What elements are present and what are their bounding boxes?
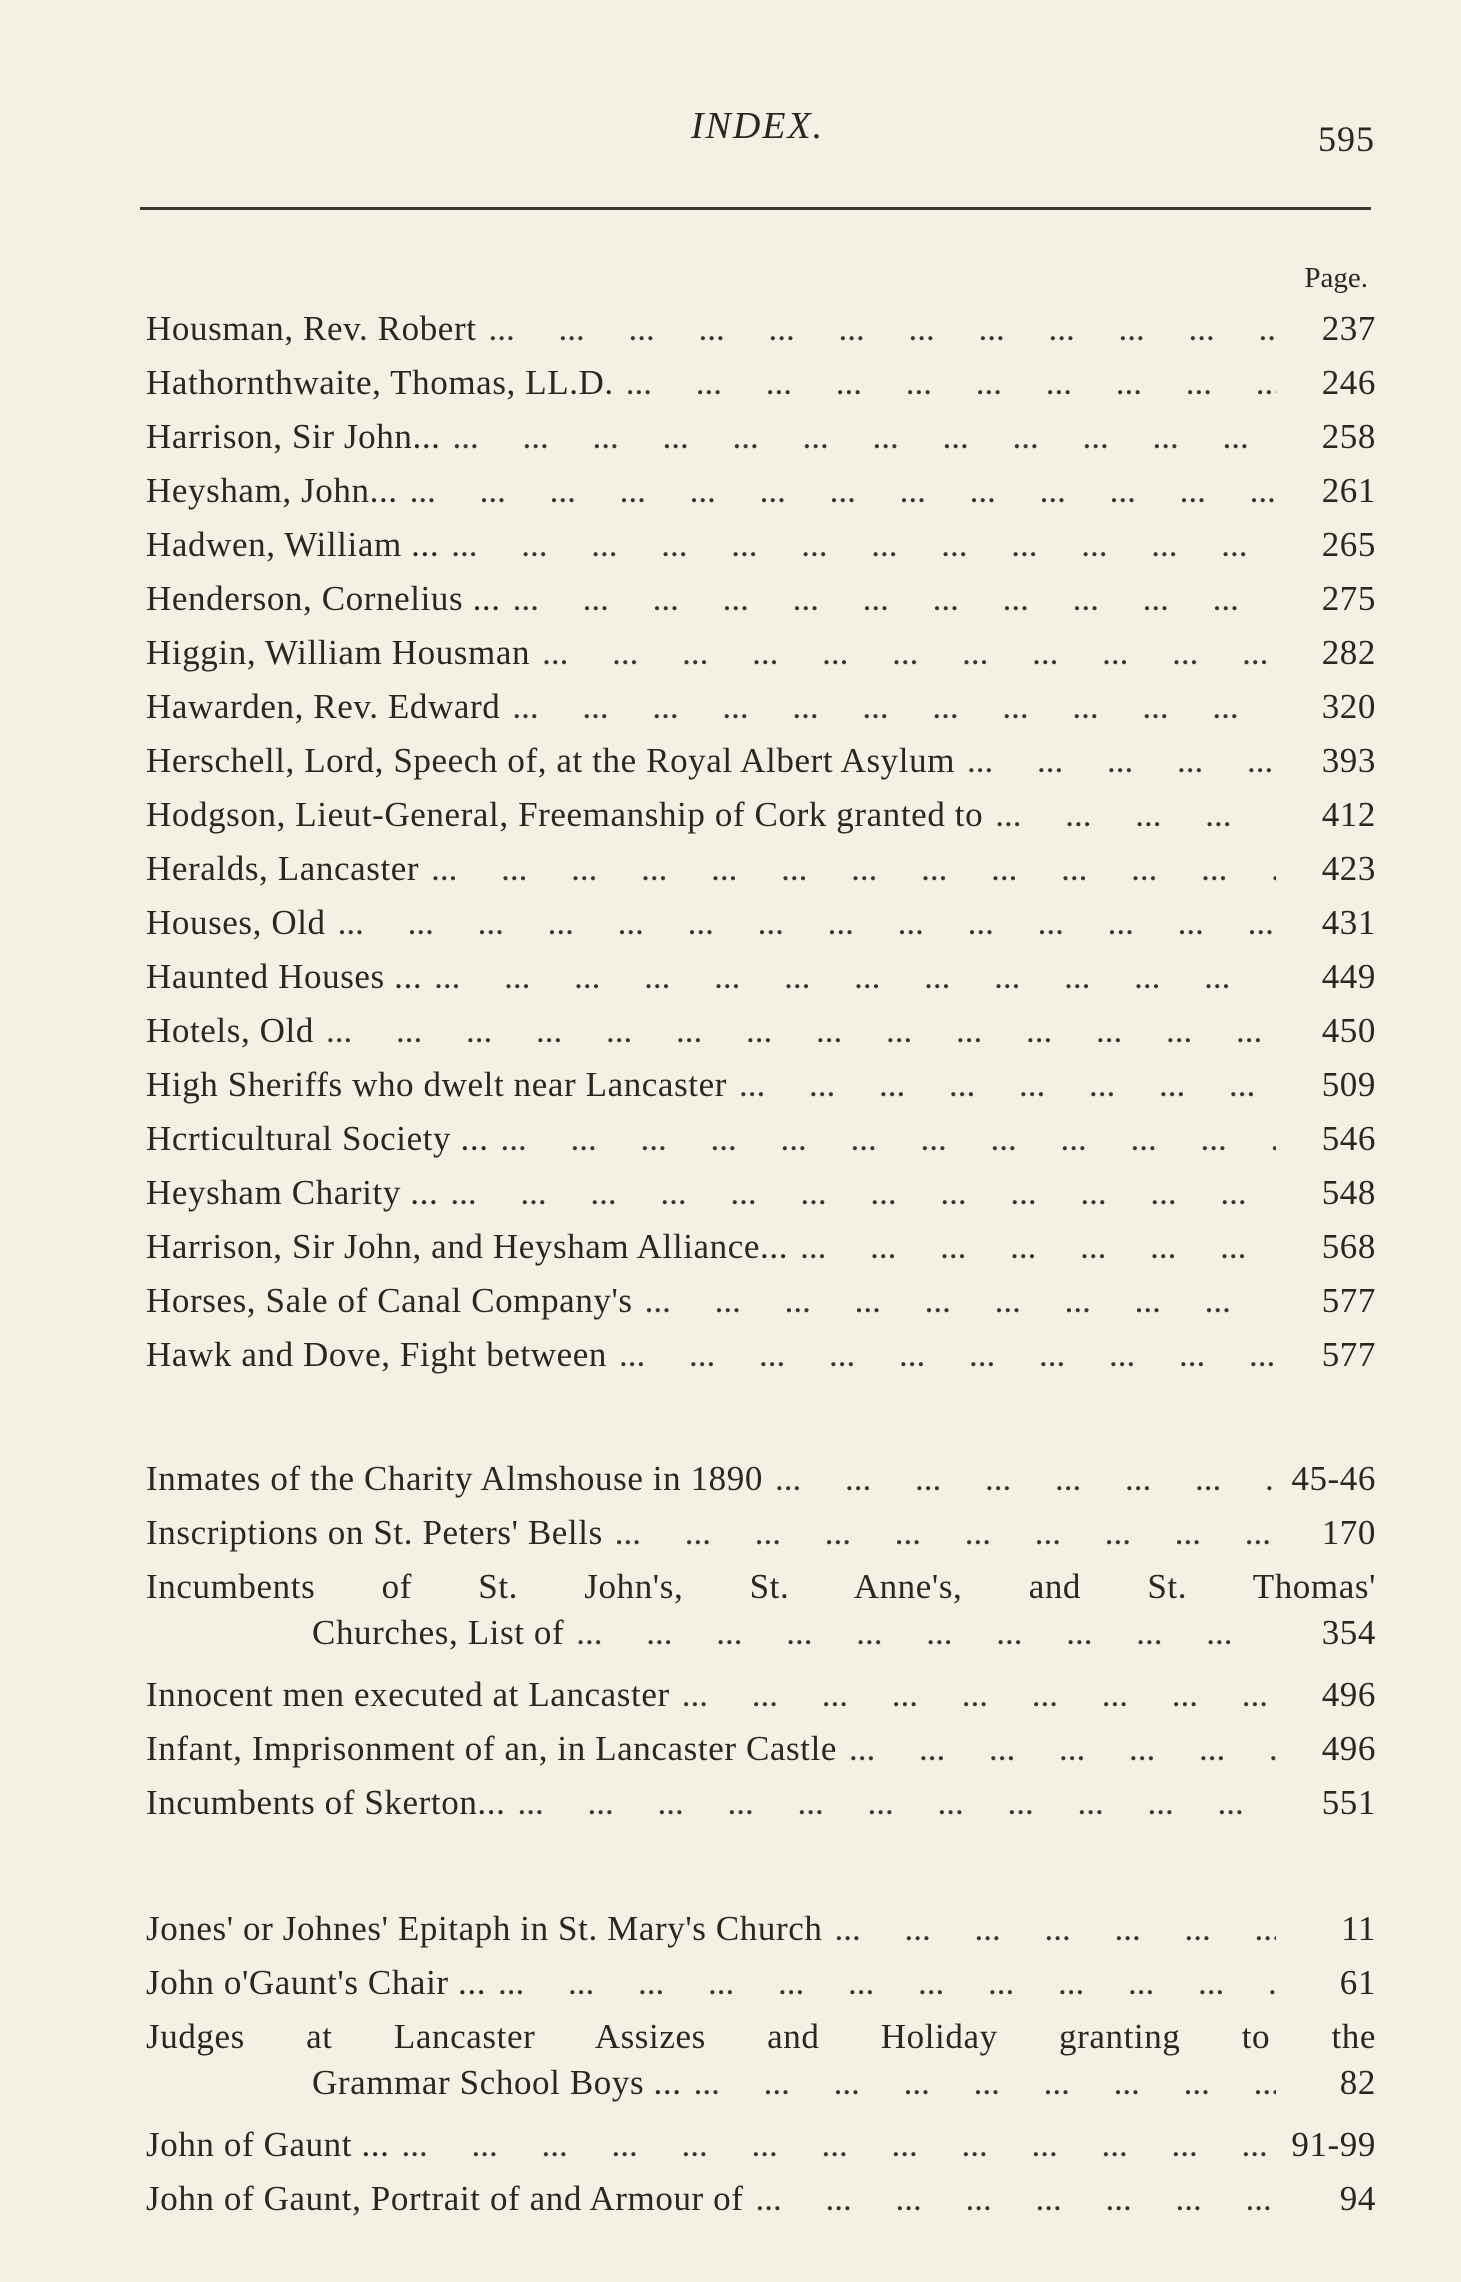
- leader-dots: [489, 302, 1276, 356]
- index-entry: [146, 626, 1376, 680]
- header-rule: [140, 207, 1371, 210]
- index-entry: [146, 1956, 1376, 2010]
- leader-dots: [498, 1956, 1276, 2010]
- entry-page: 546: [1321, 1119, 1376, 1158]
- index-entry: [146, 1902, 1376, 1956]
- running-head: [140, 100, 1375, 160]
- leader-dots: [682, 1668, 1276, 1722]
- index-entry: [146, 572, 1376, 626]
- index-entry: [146, 1112, 1376, 1166]
- index-entry: [146, 2172, 1376, 2226]
- leader-dots: [501, 1112, 1276, 1166]
- entry-text: Incumbents of Skerton...: [146, 1783, 506, 1822]
- entry-text: Hotels, Old: [146, 1011, 314, 1050]
- page-column-label: Page.: [1304, 262, 1368, 294]
- entry-text: Haunted Houses ...: [146, 957, 423, 996]
- leader-dots: [410, 464, 1276, 518]
- entry-page: 412: [1321, 795, 1376, 834]
- index-entry: [146, 302, 1376, 356]
- index-entry: [146, 1452, 1376, 1506]
- index-entry: [146, 1722, 1376, 1776]
- entry-text: Hawk and Dove, Fight between: [146, 1335, 607, 1374]
- entry-text: Horses, Sale of Canal Company's: [146, 1281, 633, 1320]
- index-entry: [146, 842, 1376, 896]
- entry-page: 91-99: [1291, 2125, 1376, 2164]
- entry-text: High Sheriffs who dwelt near Lancaster: [146, 1065, 728, 1104]
- leader-dots: [619, 1328, 1276, 1382]
- index-entry-multiline: [146, 2010, 1376, 2118]
- leader-dots: [576, 1606, 1276, 1660]
- entry-text: Henderson, Cornelius ...: [146, 579, 501, 618]
- entry-text: Hadwen, William ...: [146, 525, 440, 564]
- entry-page: 261: [1321, 471, 1376, 510]
- index-entry: [146, 1506, 1376, 1560]
- page-number: 595: [1318, 119, 1375, 159]
- entry-page: 509: [1321, 1065, 1376, 1104]
- running-title: INDEX.: [690, 105, 825, 147]
- leader-dots: [849, 1722, 1276, 1776]
- entry-page: 449: [1321, 957, 1376, 996]
- entry-text: Inmates of the Charity Almshouse in 1890: [146, 1459, 763, 1498]
- entry-text: Hodgson, Lieut-General, Freemanship of Cork granted to: [146, 795, 984, 834]
- entry-text-line2: Churches, List of: [312, 1613, 565, 1652]
- index-list: [146, 302, 1376, 2226]
- entry-page: 568: [1321, 1227, 1376, 1266]
- leader-dots: [513, 572, 1276, 626]
- entry-text-line2: Grammar School Boys ...: [312, 2063, 682, 2102]
- index-entry: [146, 1220, 1376, 1274]
- entry-page: 431: [1321, 903, 1376, 942]
- entry-text-line1: Judges at Lancaster Assizes and Holiday granting to the: [146, 2017, 1376, 2056]
- index-entry: [146, 1776, 1376, 1830]
- entry-page: 282: [1321, 633, 1376, 672]
- entry-text: Inscriptions on St. Peters' Bells: [146, 1513, 603, 1552]
- entry-page: 548: [1321, 1173, 1376, 1212]
- leader-dots: [967, 734, 1276, 788]
- entry-text: Harrison, Sir John...: [146, 417, 441, 456]
- index-entry: [146, 1668, 1376, 1722]
- entry-page: 258: [1321, 417, 1376, 456]
- entry-page: 393: [1321, 741, 1376, 780]
- section-gap: [146, 1830, 1376, 1902]
- index-entry: [146, 356, 1376, 410]
- entry-page: 496: [1321, 1675, 1376, 1714]
- index-entry: [146, 1058, 1376, 1112]
- entry-text: Heysham, John...: [146, 471, 398, 510]
- leader-dots: [431, 842, 1276, 896]
- index-entry: [146, 1328, 1376, 1382]
- index-entry: [146, 734, 1376, 788]
- leader-dots: [450, 1166, 1276, 1220]
- leader-dots: [451, 518, 1276, 572]
- entry-page: 423: [1321, 849, 1376, 888]
- index-entry: [146, 1004, 1376, 1058]
- leader-dots: [995, 788, 1276, 842]
- leader-dots: [512, 680, 1276, 734]
- index-entry: [146, 1274, 1376, 1328]
- leader-dots: [517, 1776, 1276, 1830]
- entry-page: 246: [1321, 363, 1376, 402]
- leader-dots: [326, 1004, 1276, 1058]
- entry-continuation: [312, 1606, 1376, 1660]
- index-entry-multiline: [146, 1560, 1376, 1668]
- entry-text: Innocent men executed at Lancaster: [146, 1675, 670, 1714]
- index-entry: [146, 788, 1376, 842]
- leader-dots: [402, 2118, 1276, 2172]
- entry-page: 61: [1339, 1963, 1376, 2002]
- leader-dots: [434, 950, 1276, 1004]
- entry-text: Higgin, William Housman: [146, 633, 531, 672]
- entry-text: Houses, Old: [146, 903, 326, 942]
- entry-page: 577: [1321, 1281, 1376, 1320]
- leader-dots: [626, 356, 1276, 410]
- entry-text: John of Gaunt ...: [146, 2125, 390, 2164]
- index-entry: [146, 680, 1376, 734]
- index-entry: [146, 2118, 1376, 2172]
- entry-text-line1: Incumbents of St. John's, St. Anne's, and St. Thomas': [146, 1567, 1376, 1606]
- leader-dots: [338, 896, 1276, 950]
- leader-dots: [453, 410, 1276, 464]
- leader-dots: [739, 1058, 1276, 1112]
- entry-text: Herschell, Lord, Speech of, at the Royal Albert Asylum: [146, 741, 956, 780]
- index-entry: [146, 1166, 1376, 1220]
- leader-dots: [775, 1452, 1276, 1506]
- entry-page: 577: [1321, 1335, 1376, 1374]
- entry-page: 354: [1321, 1613, 1376, 1652]
- entry-page: 551: [1321, 1783, 1376, 1822]
- entry-text: Heralds, Lancaster: [146, 849, 420, 888]
- entry-text: Housman, Rev. Robert: [146, 309, 477, 348]
- index-entry: [146, 896, 1376, 950]
- leader-dots: [615, 1506, 1276, 1560]
- entry-page: 275: [1321, 579, 1376, 618]
- entry-text: Hathornthwaite, Thomas, LL.D.: [146, 363, 614, 402]
- entry-text: Jones' or Johnes' Epitaph in St. Mary's Church: [146, 1909, 823, 1948]
- index-entry: [146, 950, 1376, 1004]
- leader-dots: [694, 2056, 1276, 2110]
- section-gap: [146, 1382, 1376, 1452]
- index-entry: [146, 410, 1376, 464]
- leader-dots: [756, 2172, 1276, 2226]
- entry-text: John of Gaunt, Portrait of and Armour of: [146, 2179, 744, 2218]
- entry-page: 45-46: [1291, 1459, 1376, 1498]
- entry-text: John o'Gaunt's Chair ...: [146, 1963, 487, 2002]
- entry-page: 265: [1321, 525, 1376, 564]
- entry-text: Infant, Imprisonment of an, in Lancaster Castle: [146, 1729, 838, 1768]
- entry-page: 320: [1321, 687, 1376, 726]
- entry-text: Hcrticultural Society ...: [146, 1119, 489, 1158]
- leader-dots: [645, 1274, 1276, 1328]
- entry-text: Hawarden, Rev. Edward: [146, 687, 501, 726]
- leader-dots: [800, 1220, 1276, 1274]
- leader-dots: [542, 626, 1276, 680]
- entry-text: Harrison, Sir John, and Heysham Alliance...: [146, 1227, 789, 1266]
- entry-page: 94: [1339, 2179, 1376, 2218]
- entry-page: 237: [1321, 309, 1376, 348]
- entry-page: 11: [1341, 1909, 1376, 1948]
- entry-continuation: [312, 2056, 1376, 2110]
- entry-page: 450: [1321, 1011, 1376, 1050]
- index-entry: [146, 464, 1376, 518]
- entry-page: 170: [1321, 1513, 1376, 1552]
- leader-dots: [834, 1902, 1276, 1956]
- index-entry: [146, 518, 1376, 572]
- entry-text: Heysham Charity ...: [146, 1173, 439, 1212]
- entry-page: 82: [1339, 2063, 1376, 2102]
- entry-page: 496: [1321, 1729, 1376, 1768]
